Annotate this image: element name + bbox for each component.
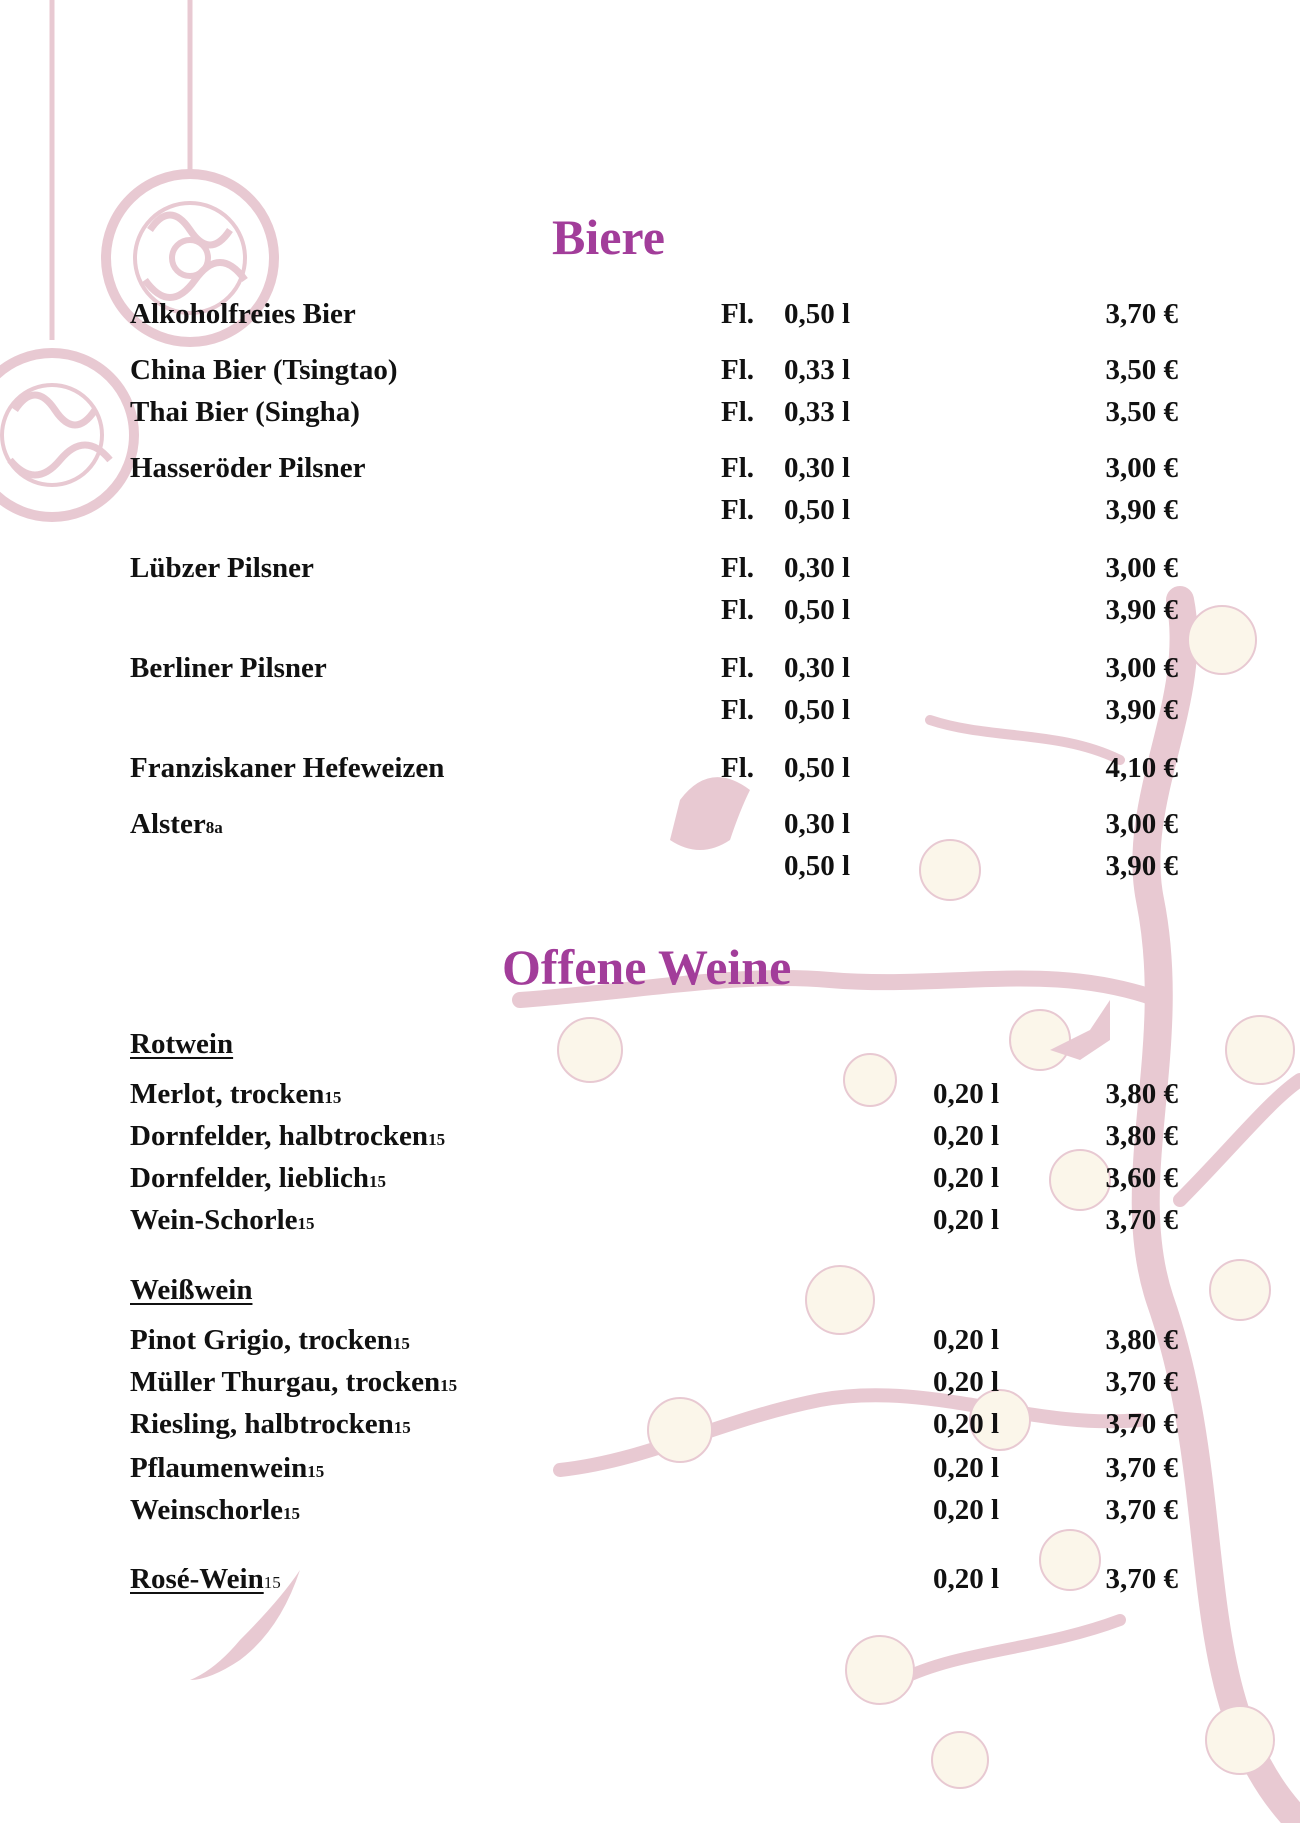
item-volume: 0,20 l: [933, 1494, 1000, 1526]
item-volume: 0,20 l: [933, 1408, 1000, 1440]
wine-subheading-red: [0, 1026, 1300, 1062]
menu-row: [0, 450, 1300, 486]
item-volume: 0,50 l: [784, 494, 851, 526]
menu-row: [0, 1160, 1300, 1196]
item-volume: 0,33 l: [784, 396, 851, 428]
rose-wine-row: [0, 1561, 1300, 1597]
item-price: 3,90 €: [1105, 594, 1178, 626]
menu-row: [0, 692, 1300, 728]
item-name-wrap: [130, 806, 223, 846]
item-footnote: 15: [297, 1214, 315, 1233]
item-price: 4,10 €: [1105, 752, 1178, 784]
item-volume: 0,50 l: [784, 752, 851, 784]
item-name-wrap: [130, 1076, 341, 1116]
item-name-wrap: [130, 394, 360, 430]
menu-row: [0, 650, 1300, 686]
item-name-wrap: [130, 550, 314, 586]
item-price: 3,80 €: [1105, 1078, 1178, 1110]
item-price: 3,90 €: [1105, 694, 1178, 726]
item-price: 3,80 €: [1105, 1120, 1178, 1152]
item-volume: 0,20 l: [933, 1078, 1000, 1110]
item-name-wrap: [130, 1450, 324, 1490]
item-name-wrap: [130, 1322, 410, 1362]
item-price: 3,90 €: [1105, 850, 1178, 882]
item-name: Weinschorle: [130, 1494, 284, 1526]
item-price: 3,50 €: [1105, 354, 1178, 386]
item-name: Alkoholfreies Bier: [130, 298, 356, 330]
rose-price: 3,70 €: [1105, 1563, 1178, 1595]
item-unit: Fl.: [721, 594, 755, 626]
item-volume: 0,50 l: [784, 594, 851, 626]
item-name-wrap: [130, 1492, 300, 1532]
item-volume: 0,20 l: [933, 1324, 1000, 1356]
menu-row: [0, 1076, 1300, 1112]
item-price: 3,70 €: [1105, 1366, 1178, 1398]
item-name: Thai Bier (Singha): [130, 396, 360, 428]
item-unit: Fl.: [721, 752, 755, 784]
weisswein-label: Weißwein: [130, 1274, 253, 1306]
menu-row: [0, 492, 1300, 528]
menu-row: [0, 1202, 1300, 1238]
item-name-wrap: [130, 450, 365, 486]
menu-row: [0, 592, 1300, 628]
item-name: Pflaumenwein: [130, 1452, 308, 1484]
item-name: Müller Thurgau, trocken: [130, 1366, 441, 1398]
item-name: Dornfelder, lieblich: [130, 1162, 369, 1194]
item-footnote: 15: [393, 1418, 411, 1437]
item-name-wrap: [130, 1406, 411, 1446]
item-volume: 0,30 l: [784, 452, 851, 484]
item-name: Berliner Pilsner: [130, 652, 327, 684]
item-name: Franziskaner Hefeweizen: [130, 752, 445, 784]
item-price: 3,50 €: [1105, 396, 1178, 428]
item-volume: 0,50 l: [784, 694, 851, 726]
item-name: Dornfelder, halbtrocken: [130, 1120, 429, 1152]
item-price: 3,00 €: [1105, 552, 1178, 584]
rotwein-label: Rotwein: [130, 1028, 234, 1060]
wine-section-heading: Offene Weine: [502, 939, 792, 995]
item-name-wrap: [130, 750, 444, 786]
item-price: 3,70 €: [1105, 1494, 1178, 1526]
item-price: 3,70 €: [1105, 1408, 1178, 1440]
rose-label: Rosé-Wein: [130, 1563, 264, 1595]
item-footnote: 15: [324, 1088, 342, 1107]
item-price: 3,80 €: [1105, 1324, 1178, 1356]
item-name-wrap: [130, 1202, 315, 1242]
item-volume: 0,50 l: [784, 298, 851, 330]
item-name: Riesling, halbtrocken: [130, 1408, 394, 1440]
item-unit: Fl.: [721, 396, 755, 428]
item-name: China Bier (Tsingtao): [130, 354, 398, 386]
item-volume: 0,30 l: [784, 808, 851, 840]
item-name: Wein-Schorle: [130, 1204, 298, 1236]
wine-subheading-white: [0, 1272, 1300, 1308]
item-footnote: 8a: [205, 818, 223, 837]
menu-row: [0, 848, 1300, 884]
item-name-wrap: [130, 1160, 386, 1200]
menu-row: [0, 750, 1300, 786]
menu-row: [0, 1322, 1300, 1358]
item-name-wrap: [130, 1364, 457, 1404]
beer-section-heading: Biere: [552, 209, 665, 265]
item-price: 3,70 €: [1105, 1204, 1178, 1236]
item-footnote: 15: [428, 1130, 446, 1149]
item-footnote: 15: [368, 1172, 386, 1191]
item-price: 3,00 €: [1105, 652, 1178, 684]
item-name-wrap: [130, 1118, 445, 1158]
item-price: 3,60 €: [1105, 1162, 1178, 1194]
menu-row: [0, 1364, 1300, 1400]
item-volume: 0,20 l: [933, 1366, 1000, 1398]
item-volume: 0,20 l: [933, 1204, 1000, 1236]
item-volume: 0,30 l: [784, 552, 851, 584]
item-volume: 0,20 l: [933, 1162, 1000, 1194]
rose-label-wrap: [130, 1561, 281, 1601]
item-price: 3,90 €: [1105, 494, 1178, 526]
item-name: Lübzer Pilsner: [130, 552, 314, 584]
item-volume: 0,30 l: [784, 652, 851, 684]
item-price: 3,00 €: [1105, 452, 1178, 484]
item-name: Merlot, trocken: [130, 1078, 325, 1110]
rose-volume: 0,20 l: [933, 1563, 1000, 1595]
item-price: 3,70 €: [1105, 298, 1178, 330]
item-unit: Fl.: [721, 494, 755, 526]
menu-row: [0, 1406, 1300, 1442]
item-volume: 0,20 l: [933, 1120, 1000, 1152]
item-footnote: 15: [307, 1462, 325, 1481]
item-volume: 0,50 l: [784, 850, 851, 882]
menu-row: [0, 1118, 1300, 1154]
item-name-wrap: [130, 352, 398, 388]
item-name-wrap: [130, 296, 356, 332]
item-footnote: 15: [283, 1504, 301, 1523]
item-unit: Fl.: [721, 652, 755, 684]
item-footnote: 15: [440, 1376, 458, 1395]
menu-row: [0, 394, 1300, 430]
item-footnote: 15: [392, 1334, 410, 1353]
item-name: Pinot Grigio, trocken: [130, 1324, 393, 1356]
menu-row: [0, 1492, 1300, 1528]
item-volume: 0,20 l: [933, 1452, 1000, 1484]
menu-row: [0, 1450, 1300, 1486]
item-price: 3,00 €: [1105, 808, 1178, 840]
item-price: 3,70 €: [1105, 1452, 1178, 1484]
item-unit: Fl.: [721, 354, 755, 386]
menu-row: [0, 550, 1300, 586]
item-name-wrap: [130, 650, 327, 686]
menu-row: [0, 296, 1300, 332]
menu-row: [0, 806, 1300, 842]
item-unit: Fl.: [721, 298, 755, 330]
item-volume: 0,33 l: [784, 354, 851, 386]
item-name: Alster: [130, 808, 206, 840]
item-unit: Fl.: [721, 452, 755, 484]
item-name: Hasseröder Pilsner: [130, 452, 366, 484]
item-unit: Fl.: [721, 694, 755, 726]
menu-row: [0, 352, 1300, 388]
rose-footnote: 15: [263, 1573, 281, 1592]
item-unit: Fl.: [721, 552, 755, 584]
